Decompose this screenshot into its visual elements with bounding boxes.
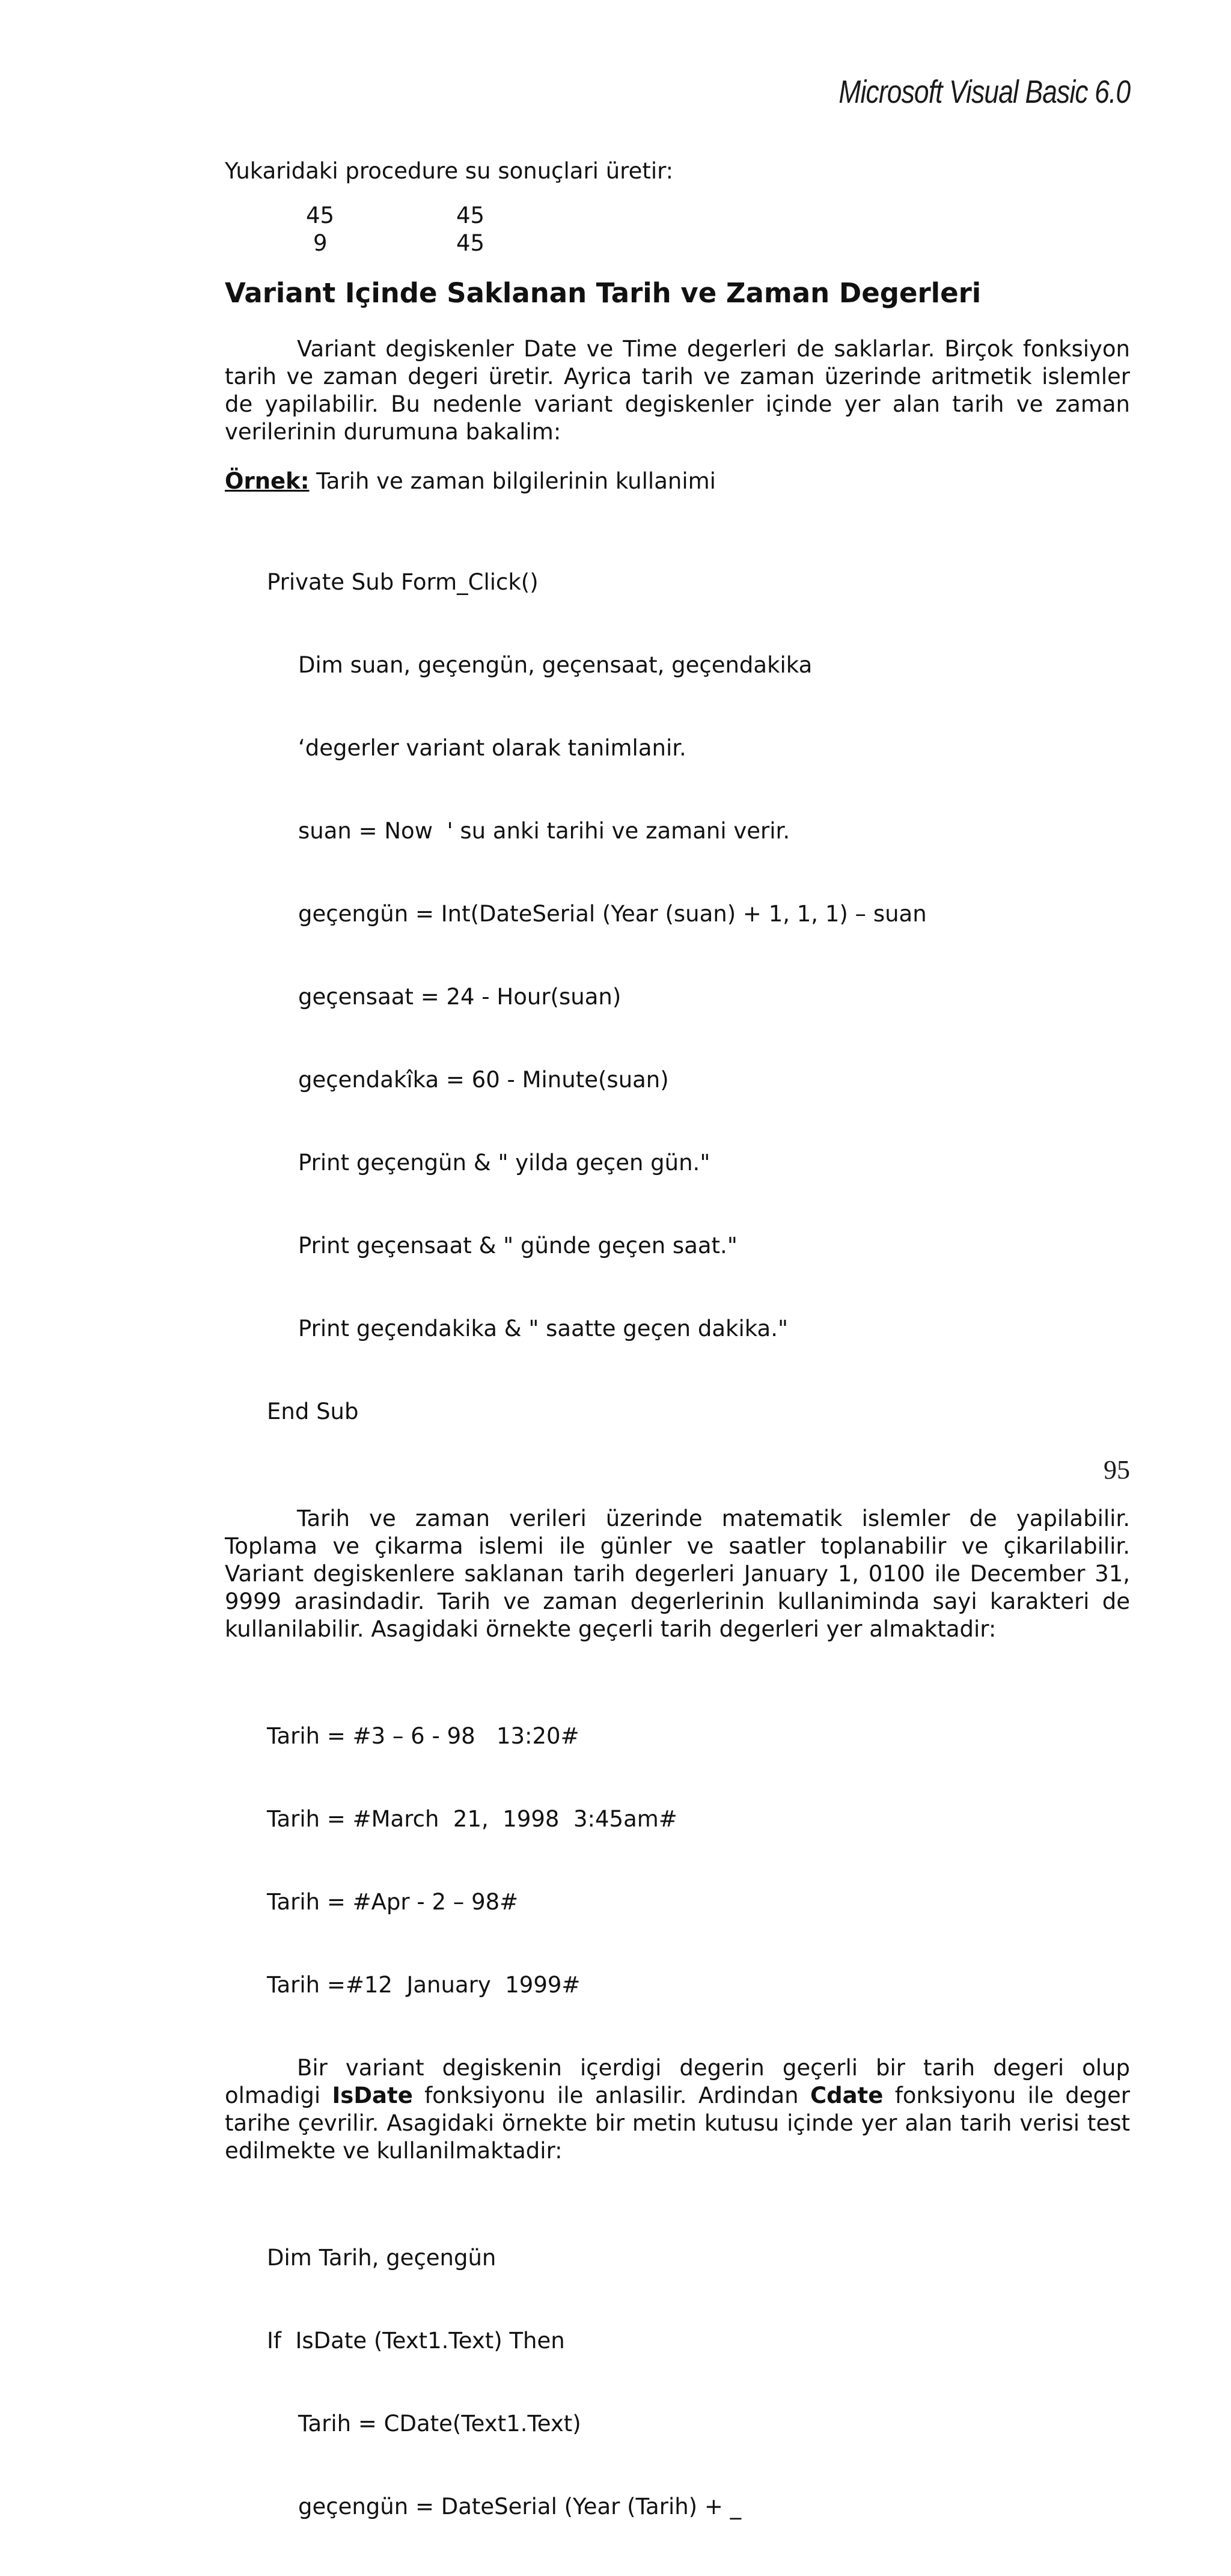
- results-row: [306, 230, 1130, 257]
- code-line: suan = Now ' su anki tarihi ve zamani verir.: [298, 818, 790, 844]
- code-block: [267, 2189, 1130, 2576]
- code-line: Tarih = #March 21, 1998 3:45am#: [267, 1806, 677, 1832]
- page-number: 95: [1104, 1455, 1130, 1485]
- results-cell: 45: [306, 203, 335, 228]
- code-line: Tarih =#12 January 1999#: [267, 1972, 581, 1998]
- paragraph: Variant degiskenler Date ve Time degerleri de saklarlar. Birçok fonksiyon tarih ve zaman degeri üretir. Ayrica tarih ve zaman üzerinde aritmetik islemler de yapilabilir. Bu nedenle variant degiskenler içinde yer alan tarih ve zaman verilerinin durumuna bakalim:: [225, 336, 1130, 445]
- code-line: End Sub: [267, 1399, 359, 1424]
- paragraph: [225, 2054, 1130, 2165]
- running-header: Microsoft Visual Basic 6.0: [838, 74, 1130, 110]
- results-cell: 45: [456, 203, 485, 228]
- code-line: Tarih = #Apr - 2 – 98#: [267, 1889, 519, 1915]
- paragraph-text: Bir variant degiskenin içerdigi degerin geçerli bir tarih degeri olup olmadigi: [225, 2055, 1130, 2108]
- code-line: ‘degerler variant olarak tanimlanir.: [298, 735, 686, 761]
- code-line: If IsDate (Text1.Text) Then: [267, 2328, 565, 2354]
- code-line: Print geçendakika & " saatte geçen dakika.": [298, 1316, 788, 1341]
- code-line: Private Sub Form_Click(): [267, 569, 539, 595]
- code-line: Print geçengün & " yilda geçen gün.": [298, 1150, 710, 1176]
- code-line: Dim Tarih, geçengün: [267, 2245, 496, 2271]
- keyword-cdate: Cdate: [810, 2083, 884, 2108]
- code-line: Tarih = CDate(Text1.Text): [298, 2411, 581, 2437]
- example-label: Örnek:: [225, 468, 310, 494]
- example-text: Tarih ve zaman bilgilerinin kullanimi: [309, 468, 716, 494]
- results-cell: 45: [456, 230, 485, 256]
- intro-text: Yukaridaki procedure su sonuçlari üretir:: [225, 158, 674, 184]
- code-line: geçendakîka = 60 - Minute(suan): [298, 1067, 669, 1093]
- code-line: geçengün = Int(DateSerial (Year (suan) + 1, 1, 1) – suan: [298, 901, 927, 927]
- code-block: [267, 1667, 1130, 2054]
- results-row: [306, 202, 1130, 230]
- results-table: [306, 202, 1130, 257]
- results-cell: 9: [313, 230, 328, 256]
- code-block: [267, 513, 1130, 1481]
- code-line: geçengün = DateSerial (Year (Tarih) + _: [298, 2494, 742, 2520]
- section-title: Variant Içinde Saklanan Tarih ve Zaman Degerleri: [225, 277, 982, 309]
- code-line: Print geçensaat & " günde geçen saat.": [298, 1233, 738, 1259]
- code-line: Dim suan, geçengün, geçensaat, geçendakika: [298, 652, 813, 678]
- keyword-isdate: IsDate: [332, 2083, 413, 2108]
- code-line: Tarih = #3 – 6 - 98 13:20#: [267, 1723, 579, 1749]
- paragraph-text: fonksiyonu ile anlasilir. Ardindan: [412, 2083, 810, 2108]
- paragraph: Tarih ve zaman verileri üzerinde matematik islemler de yapilabilir. Toplama ve çikarma islemi ile günler ve saatler toplanabilir ve çikarilabilir. Variant degiskenlere saklanan tarih degerleri January 1, 0100 ile December 31, 9999 arasindadir. Tarih ve zaman degerlerinin kullaniminda sayi karakteri de kullanilabilir. Asagidaki örnekte geçerli tarih degerleri yer almaktadir:: [225, 1506, 1130, 1642]
- example-line: [225, 468, 1130, 495]
- paragraph-text: fonksiyonu ile deger tarihe çevrilir. Asagidaki örnekte bir metin kutusu içinde yer alan tarih verisi test edilmekte ve kullanilmaktadir:: [225, 2083, 1130, 2164]
- code-line: geçensaat = 24 - Hour(suan): [298, 984, 622, 1010]
- page-body: [225, 157, 1130, 2576]
